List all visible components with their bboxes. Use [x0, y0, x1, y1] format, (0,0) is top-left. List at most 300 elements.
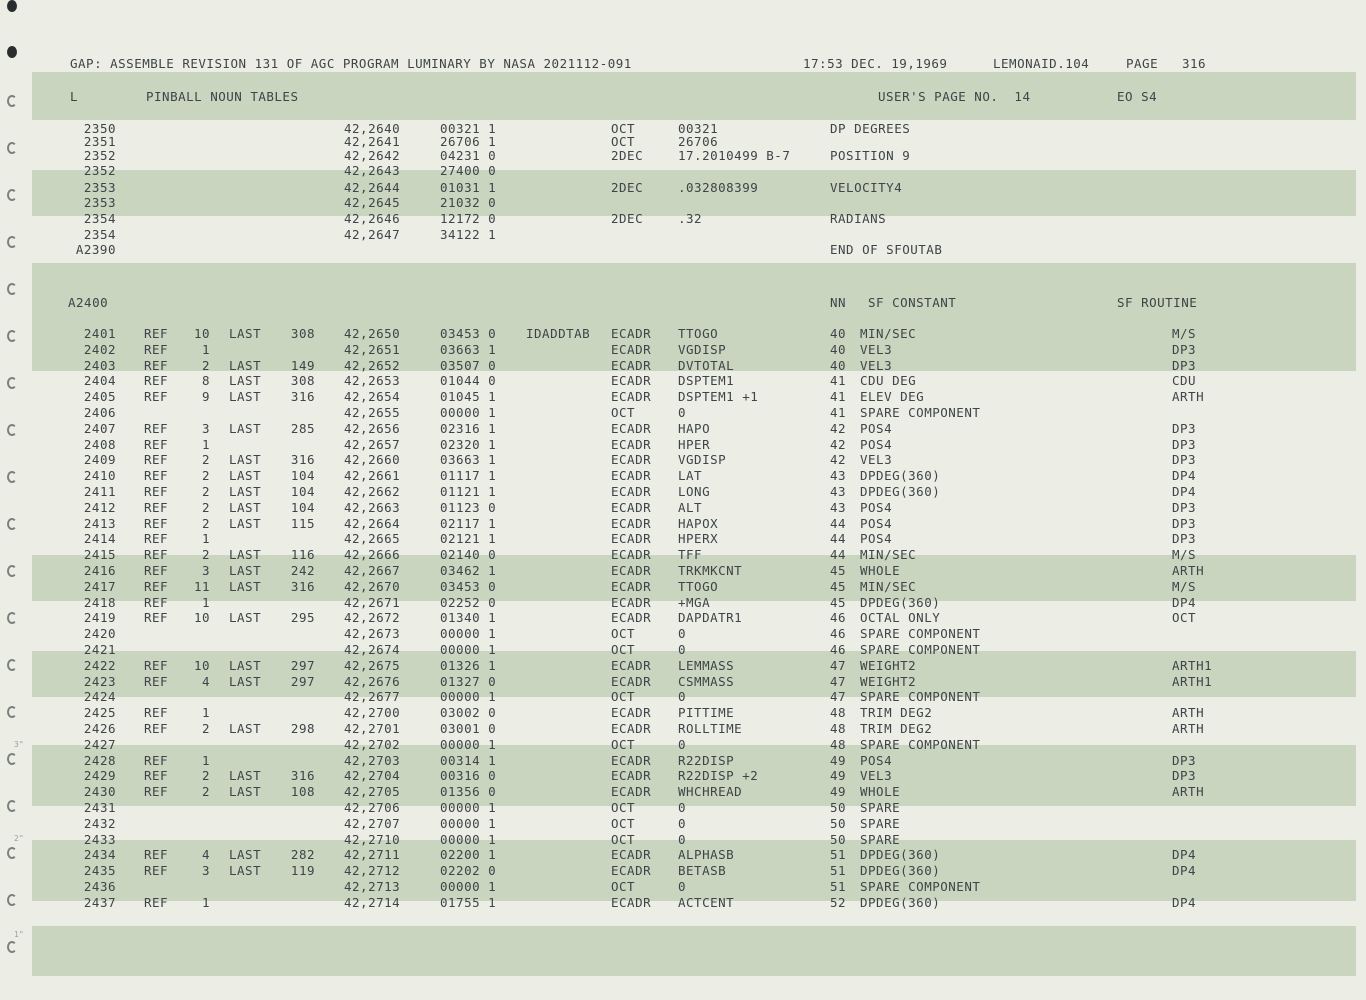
- operand: 0: [678, 626, 687, 642]
- last-page: 282: [290, 847, 315, 863]
- opcode: OCT: [611, 800, 636, 815]
- address: 42,2714: [344, 894, 401, 910]
- noun-number: 49: [830, 752, 847, 768]
- noun-number: 41: [830, 373, 847, 389]
- octal-value: 01356 0: [440, 784, 497, 800]
- line-number: 2352: [83, 163, 116, 178]
- last-keyword: LAST: [229, 452, 262, 468]
- sf-constant: VEL3: [860, 452, 893, 468]
- program-line: GAP: ASSEMBLE REVISION 131 OF AGC PROGRAM LUMINARY BY NASA 2021112-091: [70, 56, 632, 71]
- ref-count: 2: [201, 768, 210, 784]
- listing-row: [0, 579, 1366, 595]
- opcode: ECADR: [611, 468, 652, 484]
- listing-row: [0, 863, 1366, 879]
- last-keyword: LAST: [229, 784, 262, 800]
- line-number: 2410: [83, 468, 116, 484]
- address: 42,2641: [344, 134, 401, 149]
- opcode: OCT: [611, 815, 636, 831]
- opcode: 2DEC: [611, 148, 644, 163]
- address: 42,2662: [344, 484, 401, 499]
- ref-keyword: REF: [144, 499, 169, 515]
- last-page: 297: [290, 673, 315, 689]
- last-page: 297: [290, 657, 315, 673]
- octal-value: 02316 1: [440, 420, 497, 436]
- noun-number: 44: [830, 531, 847, 547]
- operand: DSPTEM1 +1: [678, 389, 759, 405]
- address: 42,2642: [344, 148, 401, 163]
- noun-number: 43: [830, 484, 847, 499]
- address: 42,2710: [344, 831, 401, 847]
- opcode: ECADR: [611, 563, 652, 578]
- ref-count: 8: [201, 373, 210, 389]
- last-keyword: LAST: [229, 357, 262, 373]
- opcode: OCT: [611, 736, 636, 752]
- noun-number: 49: [830, 784, 847, 800]
- ref-count: 3: [201, 863, 210, 879]
- listing-row: [0, 358, 1366, 374]
- line-number: 2420: [83, 626, 116, 642]
- last-keyword: LAST: [229, 673, 262, 689]
- last-keyword: LAST: [229, 515, 262, 531]
- ref-keyword: REF: [144, 326, 169, 341]
- operand: PITTIME: [678, 705, 735, 721]
- sf-constant: DPDEG(360): [860, 863, 941, 879]
- operand: TFF: [678, 547, 703, 563]
- band-header: [0, 89, 1366, 105]
- operand: HAPOX: [678, 515, 719, 531]
- sf-routine-header: SF ROUTINE: [1117, 295, 1198, 310]
- operand: HPER: [678, 436, 711, 452]
- last-page: 316: [290, 452, 315, 468]
- opcode: ECADR: [611, 784, 652, 800]
- sf-routine: DP4: [1172, 863, 1197, 879]
- address: 42,2702: [344, 736, 401, 752]
- ref-keyword: REF: [144, 484, 169, 499]
- last-keyword: LAST: [229, 863, 262, 879]
- opcode: ECADR: [611, 594, 652, 610]
- last-page: 119: [290, 863, 315, 879]
- listing-row: [0, 689, 1366, 705]
- opcode: ECADR: [611, 531, 652, 547]
- sf-constant: TRIM DEG2: [860, 721, 933, 736]
- sf-routine: M/S: [1172, 578, 1197, 594]
- listing-row: [0, 342, 1366, 358]
- address: 42,2677: [344, 689, 401, 705]
- address: 42,2652: [344, 357, 401, 373]
- sf-constant: MIN/SEC: [860, 578, 917, 594]
- last-page: 242: [290, 563, 315, 578]
- address: 42,2676: [344, 673, 401, 689]
- sf-constant: SPARE COMPONENT: [860, 689, 981, 705]
- line-number: 2402: [83, 341, 116, 357]
- ref-keyword: REF: [144, 768, 169, 784]
- noun-number: 46: [830, 626, 847, 642]
- sf-routine: ARTH1: [1172, 673, 1213, 689]
- opcode: ECADR: [611, 578, 652, 594]
- ref-count: 1: [201, 341, 210, 357]
- listing-row: [0, 405, 1366, 421]
- noun-number: 51: [830, 879, 847, 894]
- operand: TTOGO: [678, 578, 719, 594]
- ruler-mark: 1": [14, 930, 24, 939]
- ref-count: 2: [201, 515, 210, 531]
- feed-hole-icon: [7, 941, 17, 953]
- sf-routine: ARTH: [1172, 705, 1205, 721]
- lemonaid-version: LEMONAID.104: [993, 56, 1090, 71]
- listing-row: [0, 737, 1366, 753]
- operand: R22DISP: [678, 752, 735, 768]
- sf-constant: SPARE COMPONENT: [860, 626, 981, 642]
- last-page: 104: [290, 499, 315, 515]
- listing-row: [0, 195, 1366, 211]
- operand: BETASB: [678, 863, 727, 879]
- address: 42,2700: [344, 705, 401, 721]
- opcode: OCT: [611, 626, 636, 642]
- comment: DP DEGREES: [830, 121, 911, 136]
- octal-value: 00000 1: [440, 800, 497, 815]
- sf-constant: SPARE COMPONENT: [860, 405, 981, 420]
- address: 42,2655: [344, 405, 401, 420]
- line-number: 2431: [83, 800, 116, 815]
- ref-keyword: REF: [144, 452, 169, 468]
- ref-count: 2: [201, 484, 210, 499]
- line-number: 2401: [83, 326, 116, 341]
- sf-routine: ARTH: [1172, 784, 1205, 800]
- line-number: 2407: [83, 420, 116, 436]
- sf-constant: WHOLE: [860, 563, 901, 578]
- line-number: 2353: [83, 180, 116, 195]
- line-number: 2406: [83, 405, 116, 420]
- sf-constant: SPARE COMPONENT: [860, 736, 981, 752]
- sf-constant: SPARE: [860, 831, 901, 847]
- last-page: 149: [290, 357, 315, 373]
- noun-number: 45: [830, 594, 847, 610]
- comment: RADIANS: [830, 211, 887, 226]
- noun-number: 51: [830, 847, 847, 863]
- address: 42,2654: [344, 389, 401, 405]
- listing-row: [0, 500, 1366, 516]
- ref-count: 9: [201, 389, 210, 405]
- noun-number: 48: [830, 705, 847, 721]
- ref-count: 3: [201, 563, 210, 578]
- octal-value: 00000 1: [440, 689, 497, 705]
- octal-value: 02140 0: [440, 547, 497, 563]
- operand: WHCHREAD: [678, 784, 743, 800]
- sf-constant: SPARE: [860, 800, 901, 815]
- sf-constant: OCTAL ONLY: [860, 610, 941, 626]
- address: 42,2706: [344, 800, 401, 815]
- sf-constant: VEL3: [860, 768, 893, 784]
- operand: ACTCENT: [678, 894, 735, 910]
- octal-value: 27400 0: [440, 163, 497, 178]
- ref-count: 1: [201, 705, 210, 721]
- octal-value: 03002 0: [440, 705, 497, 721]
- line-number: 2418: [83, 594, 116, 610]
- opcode: ECADR: [611, 610, 652, 626]
- listing-row: [0, 768, 1366, 784]
- band-marker: L: [70, 89, 79, 104]
- operand: 17.2010499 B-7: [678, 148, 791, 163]
- octal-value: 21032 0: [440, 195, 497, 210]
- operand: 0: [678, 815, 687, 831]
- line-number: 2433: [83, 831, 116, 847]
- listing-row: [0, 389, 1366, 405]
- noun-number: 50: [830, 800, 847, 815]
- octal-value: 02320 1: [440, 436, 497, 452]
- listing-row: [0, 563, 1366, 579]
- operand: VGDISP: [678, 341, 727, 357]
- address: 42,2672: [344, 610, 401, 626]
- operand: 0: [678, 800, 687, 815]
- ref-count: 2: [201, 784, 210, 800]
- comment: POSITION 9: [830, 148, 911, 163]
- octal-value: 03663 1: [440, 341, 497, 357]
- noun-number: 42: [830, 452, 847, 468]
- noun-number: 42: [830, 436, 847, 452]
- line-number: 2416: [83, 563, 116, 578]
- line-number: 2424: [83, 689, 116, 705]
- octal-value: 01327 0: [440, 673, 497, 689]
- sf-routine: DP3: [1172, 752, 1197, 768]
- address: 42,2667: [344, 563, 401, 578]
- ref-keyword: REF: [144, 420, 169, 436]
- line-number: 2354: [83, 211, 116, 226]
- ref-keyword: REF: [144, 578, 169, 594]
- ref-keyword: REF: [144, 894, 169, 910]
- sf-constant: DPDEG(360): [860, 484, 941, 499]
- opcode: OCT: [611, 831, 636, 847]
- ref-keyword: REF: [144, 515, 169, 531]
- sf-constant: SPARE: [860, 815, 901, 831]
- operand: 0: [678, 642, 687, 657]
- noun-number: 41: [830, 405, 847, 420]
- sf-constant: POS4: [860, 531, 893, 547]
- sf-constant: CDU DEG: [860, 373, 917, 389]
- operand: .032808399: [678, 180, 759, 195]
- line-number: 2408: [83, 436, 116, 452]
- ref-keyword: REF: [144, 373, 169, 389]
- octal-value: 00000 1: [440, 879, 497, 894]
- ref-count: 2: [201, 721, 210, 736]
- noun-number: 40: [830, 326, 847, 341]
- octal-value: 01340 1: [440, 610, 497, 626]
- ref-count: 4: [201, 673, 210, 689]
- last-page: 285: [290, 420, 315, 436]
- noun-number: 44: [830, 547, 847, 563]
- last-page: 116: [290, 547, 315, 563]
- ruler-mark: 3": [14, 740, 24, 749]
- octal-value: 01045 1: [440, 389, 497, 405]
- line-number: 2352: [83, 148, 116, 163]
- ref-keyword: REF: [144, 341, 169, 357]
- sf-constant: VEL3: [860, 357, 893, 373]
- address: 42,2671: [344, 594, 401, 610]
- address: 42,2701: [344, 721, 401, 736]
- section-line: A2400: [68, 295, 109, 310]
- sf-routine: DP3: [1172, 420, 1197, 436]
- sf-constant: WEIGHT2: [860, 657, 917, 673]
- noun-number: 48: [830, 721, 847, 736]
- listing-row: [0, 373, 1366, 389]
- line-number: 2414: [83, 531, 116, 547]
- line-number: 2415: [83, 547, 116, 563]
- sf-constant-header: SF CONSTANT: [868, 295, 957, 310]
- last-page: 316: [290, 389, 315, 405]
- listing-row: [0, 163, 1366, 179]
- line-number: 2421: [83, 642, 116, 657]
- last-page: 104: [290, 484, 315, 499]
- operand: DSPTEM1: [678, 373, 735, 389]
- octal-value: 03462 1: [440, 563, 497, 578]
- octal-value: 00000 1: [440, 405, 497, 420]
- ref-keyword: REF: [144, 610, 169, 626]
- address: 42,2650: [344, 326, 401, 341]
- sf-constant: ELEV DEG: [860, 389, 925, 405]
- operand: R22DISP +2: [678, 768, 759, 784]
- opcode: OCT: [611, 405, 636, 420]
- ref-count: 2: [201, 357, 210, 373]
- last-page: 298: [290, 721, 315, 736]
- sf-routine: DP4: [1172, 894, 1197, 910]
- section-header: [0, 295, 1366, 311]
- sf-routine: DP3: [1172, 357, 1197, 373]
- noun-number: 43: [830, 499, 847, 515]
- sf-routine: DP3: [1172, 768, 1197, 784]
- sf-routine: ARTH: [1172, 389, 1205, 405]
- octal-value: 03507 0: [440, 357, 497, 373]
- operand: DAPDATR1: [678, 610, 743, 626]
- opcode: ECADR: [611, 499, 652, 515]
- octal-value: 03001 0: [440, 721, 497, 736]
- opcode: OCT: [611, 134, 636, 149]
- last-keyword: LAST: [229, 578, 262, 594]
- listing-row: [0, 816, 1366, 832]
- ref-count: 10: [193, 657, 210, 673]
- ref-keyword: REF: [144, 657, 169, 673]
- ref-keyword: REF: [144, 752, 169, 768]
- listing-row: [0, 452, 1366, 468]
- line-number: 2426: [83, 721, 116, 736]
- sf-routine: CDU: [1172, 373, 1197, 389]
- sf-constant: SPARE COMPONENT: [860, 879, 981, 894]
- comment: END OF SFOUTAB: [830, 242, 943, 257]
- last-page: 316: [290, 578, 315, 594]
- sf-routine: M/S: [1172, 547, 1197, 563]
- noun-number: 50: [830, 831, 847, 847]
- opcode: OCT: [611, 642, 636, 657]
- listing-row: [0, 468, 1366, 484]
- listing-row: [0, 705, 1366, 721]
- noun-number: 47: [830, 657, 847, 673]
- address: 42,2663: [344, 499, 401, 515]
- timestamp: 17:53 DEC. 19,1969: [803, 56, 948, 71]
- listing-row: [0, 753, 1366, 769]
- listing-row: [0, 437, 1366, 453]
- listing-row: [0, 227, 1366, 243]
- green-bar-band: [32, 926, 1356, 976]
- line-number: 2419: [83, 610, 116, 626]
- ref-count: 2: [201, 547, 210, 563]
- line-number: 2413: [83, 515, 116, 531]
- label: IDADDTAB: [526, 326, 591, 341]
- line-number: 2411: [83, 484, 116, 499]
- address: 42,2656: [344, 420, 401, 436]
- sf-routine: DP3: [1172, 499, 1197, 515]
- sf-constant: SPARE COMPONENT: [860, 642, 981, 657]
- operand: HAPO: [678, 420, 711, 436]
- sf-routine: ARTH: [1172, 721, 1205, 736]
- operand: LAT: [678, 468, 703, 484]
- last-keyword: LAST: [229, 547, 262, 563]
- last-keyword: LAST: [229, 563, 262, 578]
- line-number: A2390: [75, 242, 116, 257]
- address: 42,2643: [344, 163, 401, 178]
- octal-value: 02121 1: [440, 531, 497, 547]
- ref-keyword: REF: [144, 594, 169, 610]
- octal-value: 00000 1: [440, 831, 497, 847]
- last-keyword: LAST: [229, 484, 262, 499]
- address: 42,2646: [344, 211, 401, 226]
- opcode: OCT: [611, 121, 636, 136]
- last-keyword: LAST: [229, 326, 262, 341]
- sf-constant: MIN/SEC: [860, 326, 917, 341]
- listing-row: [0, 547, 1366, 563]
- opcode: ECADR: [611, 515, 652, 531]
- feed-hole-icon: [7, 283, 17, 295]
- listing-row: [0, 148, 1366, 164]
- sf-routine: DP4: [1172, 468, 1197, 484]
- octal-value: 00000 1: [440, 626, 497, 642]
- address: 42,2661: [344, 468, 401, 484]
- opcode: OCT: [611, 689, 636, 705]
- ref-keyword: REF: [144, 531, 169, 547]
- last-page: 108: [290, 784, 315, 800]
- opcode: ECADR: [611, 389, 652, 405]
- ref-count: 1: [201, 436, 210, 452]
- sf-constant: TRIM DEG2: [860, 705, 933, 721]
- opcode: 2DEC: [611, 211, 644, 226]
- last-keyword: LAST: [229, 768, 262, 784]
- listing-row: [0, 642, 1366, 658]
- opcode: ECADR: [611, 721, 652, 736]
- address: 42,2670: [344, 578, 401, 594]
- nn-column-header: NN: [830, 295, 847, 310]
- operand: ROLLTIME: [678, 721, 743, 736]
- noun-number: 41: [830, 389, 847, 405]
- line-number: 2423: [83, 673, 116, 689]
- octal-value: 02200 1: [440, 847, 497, 863]
- operand: 0: [678, 831, 687, 847]
- sf-routine: DP4: [1172, 484, 1197, 499]
- octal-value: 03453 0: [440, 578, 497, 594]
- octal-value: 00000 1: [440, 736, 497, 752]
- operand: CSMMASS: [678, 673, 735, 689]
- last-keyword: LAST: [229, 389, 262, 405]
- users-page-number: USER'S PAGE NO. 14: [878, 89, 1031, 104]
- address: 42,2657: [344, 436, 401, 452]
- noun-number: 49: [830, 768, 847, 784]
- octal-value: 00316 0: [440, 768, 497, 784]
- octal-value: 01117 1: [440, 468, 497, 484]
- sf-routine: DP3: [1172, 515, 1197, 531]
- octal-value: 03453 0: [440, 326, 497, 341]
- address: 42,2653: [344, 373, 401, 389]
- feed-hole-icon: [7, 0, 17, 12]
- octal-value: 00000 1: [440, 642, 497, 657]
- address: 42,2665: [344, 531, 401, 547]
- line-number: 2351: [83, 134, 116, 149]
- octal-value: 00314 1: [440, 752, 497, 768]
